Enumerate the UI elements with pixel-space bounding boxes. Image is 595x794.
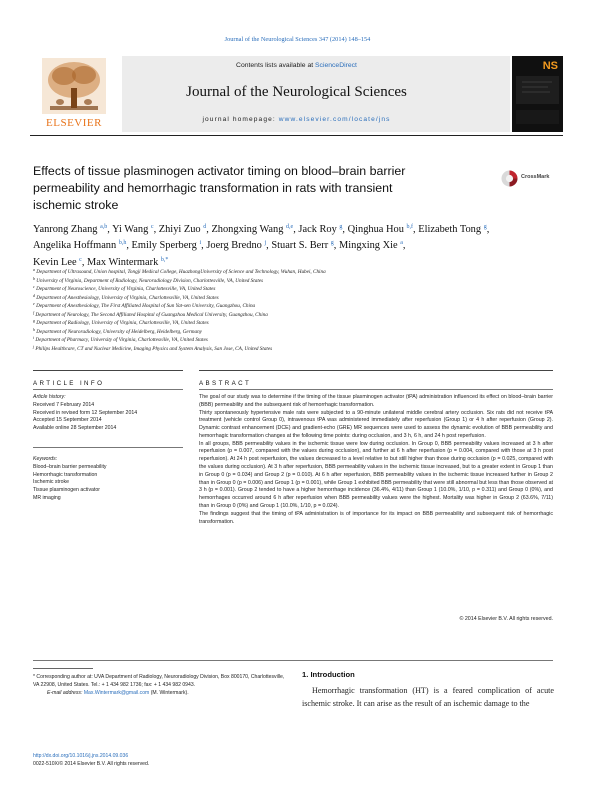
author-name[interactable]: Kevin Lee bbox=[33, 256, 77, 268]
author bbox=[418, 224, 489, 235]
copyright-notice: © 2014 Elsevier B.V. All rights reserved. bbox=[459, 616, 553, 622]
affiliation-item bbox=[33, 268, 558, 277]
elsevier-wordmark: ELSEVIER bbox=[46, 117, 102, 129]
author bbox=[271, 240, 339, 251]
author-affiliation-marker[interactable]: j bbox=[264, 240, 267, 247]
author-name[interactable]: Yanrong Zhang bbox=[33, 224, 98, 235]
introduction-heading: 1. Introduction bbox=[302, 670, 355, 679]
homepage-prefix: journal homepage: bbox=[202, 116, 279, 123]
abstract-paragraph: The goal of our study was to determine if the timing of the tissue plasminogen activator (tPA) administration influenced its effect on blood–brain barrier (BBB) permeability and the subsequent risk of hemorrhagic transformation. bbox=[199, 394, 553, 408]
affiliation-text: Department of Anesthesiology, The First Affiliated Hospital of Sun Yat-sen University, Guangzhou, China bbox=[36, 303, 256, 310]
author-affiliation-marker[interactable]: b,h bbox=[118, 240, 127, 247]
keyword-item: Hemorrhagic transformation bbox=[33, 471, 98, 478]
author-affiliation-marker[interactable]: c bbox=[79, 256, 82, 263]
author-name[interactable]: Angelika Hoffmann bbox=[33, 240, 117, 252]
crossmark-button[interactable] bbox=[501, 170, 559, 188]
author-name[interactable]: Stuart S. Berr bbox=[271, 240, 329, 252]
keywords-heading: Keywords: bbox=[33, 456, 58, 462]
affiliation-text: University of Virginia, Department of Radiology, Neuroradiology Division, Charlottesville, VA, United States bbox=[36, 277, 264, 284]
affiliation-item bbox=[33, 336, 558, 345]
journal-cover-thumbnail bbox=[512, 56, 563, 132]
affiliation-marker: c bbox=[33, 284, 35, 290]
doi-block bbox=[33, 752, 288, 768]
author-separator: , bbox=[293, 224, 299, 235]
affiliation-marker: h bbox=[33, 326, 35, 332]
author bbox=[211, 224, 298, 235]
affiliation-marker: d bbox=[33, 292, 35, 298]
affiliation-marker: j bbox=[33, 343, 35, 349]
email-suffix: (M. Wintermark). bbox=[149, 690, 189, 697]
author bbox=[159, 224, 212, 235]
author-affiliation-marker[interactable]: b,f bbox=[406, 224, 414, 230]
crossmark-label: CrossMark bbox=[521, 174, 550, 180]
homepage-link[interactable]: www.elsevier.com/locate/jns bbox=[278, 116, 391, 123]
history-divider bbox=[33, 447, 183, 448]
author-name[interactable]: Elizabeth Tong bbox=[418, 224, 482, 235]
affiliation-marker: g bbox=[33, 318, 35, 324]
author-affiliation-marker[interactable]: c bbox=[150, 224, 154, 230]
affiliation-marker: b bbox=[33, 275, 35, 281]
author-separator: , bbox=[201, 240, 207, 252]
cover-monogram: NS bbox=[542, 60, 558, 72]
title-line: ischemic stroke bbox=[33, 198, 119, 212]
author-separator: , bbox=[413, 224, 419, 235]
author-name[interactable]: Joerg Bredno bbox=[206, 240, 262, 252]
author-affiliation-marker[interactable]: g bbox=[339, 224, 343, 230]
author bbox=[33, 240, 132, 251]
affiliation-text: Department of Ultrasound, Union hospital, Tongji Medical College, HuazhongUniversity of Science and Technology, Wuhan, Hubei, China bbox=[36, 269, 326, 275]
affiliation-item bbox=[33, 285, 558, 294]
keyword-item: Blood–brain barrier permeability bbox=[33, 463, 107, 470]
affiliation-item bbox=[33, 328, 558, 337]
title-line: Effects of tissue plasminogen activator timing on blood–brain barrier bbox=[33, 164, 406, 178]
affiliation-marker: e bbox=[33, 301, 35, 307]
abstract-body bbox=[199, 394, 553, 526]
abstract-paragraph: Thirty spontaneously hypertensive male rats were subjected to a 90-minute unilateral middle cerebral artery occlusion. Six rats did not receive tPA treatment (vehicle control Group 0), intravenous tPA was administered immediately after reperfusion (Group 1) or 4 h after reperfusion (Group 2). Dynamic contrast enhancement (DCE) and gradient-echo (GRE) MR sequences were used to assess the dynamic evolution of BBB permeability and hemorrhagic transformation changes at the following time points: during occlusion, and 3 h, 6 h, and 24 h post reperfusion. bbox=[199, 409, 553, 439]
author-name[interactable]: Zhiyi Zuo bbox=[158, 224, 201, 235]
author-name[interactable]: Qinghua Hou bbox=[347, 224, 404, 235]
homepage-line bbox=[30, 116, 563, 123]
author-separator: , bbox=[126, 240, 132, 252]
author-affiliation-marker[interactable]: i bbox=[199, 240, 202, 247]
abstract-rule bbox=[199, 370, 553, 371]
footnote-rule bbox=[33, 668, 93, 669]
corresponding-author-text: * Corresponding author at: UVA Department of Radiology, Neuroradiology Division, Box 800170, Charlottesville, VA 22908, United States. Tel.: + 1 434 982 1736; fax: + 1 434 982 0943. bbox=[33, 674, 285, 689]
abstract-heading: ABSTRACT bbox=[199, 380, 252, 387]
author bbox=[33, 257, 87, 268]
affiliation-text: Philips Healthcare, CT and Nuclear Medicine, Imaging Physics and System Analysis, San Jose, CA, United States bbox=[35, 345, 273, 352]
contents-prefix: Contents lists available at bbox=[236, 62, 316, 69]
author-separator: , bbox=[107, 224, 113, 235]
introduction-paragraph: Hemorrhagic transformation (HT) is a feared complication of acute ischemic stroke. It can arise as the result of an ischemic damage to the bbox=[302, 686, 554, 708]
crossmark-icon bbox=[501, 170, 518, 187]
author-separator: , bbox=[402, 240, 406, 252]
author-separator: , bbox=[342, 224, 348, 235]
affiliation-marker: a bbox=[33, 267, 35, 272]
history-item: Available online 28 September 2014 bbox=[33, 425, 117, 432]
email-link[interactable]: Max.Wintermark@gmail.com bbox=[83, 690, 150, 697]
author-affiliation-marker[interactable]: d,e bbox=[286, 224, 294, 230]
author-separator: , bbox=[333, 240, 339, 252]
abstract-paragraph: In all groups, BBB permeability values in the ischemic tissue were low during occlusion. In Group 0, BBB permeability values increased at 3 h after reperfusion (p = 0.007, compared with the values during occlusion), and further at 6 h after reperfusion (p = 0.004, compared with those at 3 h post reperfusion). At 24 h post reperfusion, the values decreased to a level relative to but still higher than those during occlusion (p = 0.025, compared with the values during occlusion). At 3 h after reperfusion, BBB permeability values in the ischemic tissue increased, but to a greater extent in Group 1 than in Group 0 (p = 0.034) and Group 2 (p = 0.010). At 6 h after reperfusion, BBB permeability values in the ischemic tissue increased further in Group 2 than in Group 0 (p = 0.006) and Group 1 (p = 0.001), while Group 1 exhibited BBB permeability that were still abnormal but less than those observed at 3 h (p = 0.001). Group 2 tended to have a higher hemorrhage incidence (36.4%, 4/11) than Group 1 (10.0%, 1/10, p = 0.311) and Group 0 (0%), and hemorrhages occurred around 6 h after reperfusion when BBB permeability values were the highest. Mortality was higher in Group 2 (63.6%, 7/11) than in Group 0 (0%) and Group 1 (10.0%, 1/10, p = 0.024). bbox=[199, 440, 553, 509]
keyword-item: Tissue plasminogen activator bbox=[33, 487, 100, 494]
issn-line: 0022-510X/© 2014 Elsevier B.V. All rights reserved. bbox=[33, 761, 150, 768]
author-affiliation-marker[interactable]: g bbox=[483, 224, 487, 230]
affiliation-text: Department of Radiology, University of Virginia, Charlottesville, VA, United States bbox=[36, 320, 209, 327]
author-name[interactable]: Max Wintermark bbox=[87, 256, 159, 268]
journal-masthead bbox=[30, 56, 563, 136]
author-name[interactable]: Zhongxing Wang bbox=[211, 224, 284, 235]
author-separator: , bbox=[206, 224, 212, 235]
masthead-rule bbox=[30, 135, 563, 136]
affiliation-item bbox=[33, 294, 558, 303]
history-heading: Article history: bbox=[33, 394, 66, 400]
affiliation-text: Department of Neuroscience, University of Virginia, Charlottesville, VA, United States bbox=[36, 286, 216, 293]
contents-line bbox=[30, 62, 563, 69]
author-separator: , bbox=[81, 256, 88, 268]
history-item: Received 7 February 2014 bbox=[33, 401, 95, 408]
author bbox=[348, 224, 419, 235]
affiliation-item bbox=[33, 311, 558, 320]
affiliation-text: Department of Neuroradiology, University of Heidelberg, Heidelberg, Germany bbox=[36, 328, 202, 335]
history-item: Received in revised form 12 September 2014 bbox=[33, 409, 138, 416]
history-item: Accepted 15 September 2014 bbox=[33, 417, 102, 424]
author bbox=[298, 224, 347, 235]
title-line: permeability and hemorrhagic transformation in rats with transient bbox=[33, 181, 393, 195]
affiliation-item bbox=[33, 319, 558, 328]
keyword-item: Ischemic stroke bbox=[33, 479, 70, 486]
doi-link[interactable]: http://dx.doi.org/10.1016/j.jns.2014.09.036 bbox=[33, 753, 129, 759]
affiliation-marker: f bbox=[33, 309, 35, 315]
author bbox=[339, 240, 405, 251]
article-info-subrule bbox=[33, 389, 183, 390]
abstract-paragraph: The findings suggest that the timing of tPA administration is of importance for its impact on BBB permeability and subsequent risk of hemorrhagic transformation. bbox=[199, 510, 553, 525]
author bbox=[206, 240, 271, 251]
author bbox=[33, 224, 112, 235]
affiliation-item bbox=[33, 302, 558, 311]
author-affiliation-marker[interactable]: g bbox=[330, 240, 334, 247]
corresponding-author-footnote bbox=[33, 673, 288, 698]
author bbox=[87, 257, 168, 268]
keywords-block bbox=[33, 456, 173, 503]
affiliation-list bbox=[33, 268, 558, 353]
affiliation-text: Department of Neurology, The Second Affiliated Hospital of Guangzhou Medical University, Guangzhou, China bbox=[35, 311, 268, 318]
author-affiliation-marker[interactable]: b,* bbox=[160, 256, 169, 263]
journal-title: Journal of the Neurological Sciences bbox=[186, 84, 407, 100]
article-info-rule bbox=[33, 370, 183, 371]
author-name[interactable]: Yi Wang bbox=[112, 224, 149, 235]
author-separator: , bbox=[486, 224, 490, 235]
affiliation-item bbox=[33, 345, 558, 354]
author-list bbox=[33, 222, 558, 271]
front-matter-end-rule bbox=[33, 660, 553, 661]
affiliation-text: Department of Pharmacy, University of Virginia, Charlottesville, VA, United States bbox=[35, 337, 208, 344]
author-separator: , bbox=[266, 240, 272, 252]
article-title bbox=[33, 163, 478, 214]
author-name[interactable]: Jack Roy bbox=[298, 224, 337, 235]
author-separator: , bbox=[153, 224, 159, 235]
affiliation-text: Department of Anesthesiology, University of Virginia, Charlottesville, VA, United States bbox=[36, 294, 219, 301]
email-label: E-mail address: bbox=[47, 690, 84, 697]
affiliation-item bbox=[33, 277, 558, 286]
sciencedirect-link[interactable]: ScienceDirect bbox=[315, 62, 357, 69]
running-head[interactable]: Journal of the Neurological Sciences 347 (2014) 148–154 bbox=[224, 36, 371, 43]
author-affiliation-marker[interactable]: a,b bbox=[100, 224, 108, 230]
author-affiliation-marker[interactable]: a bbox=[400, 240, 403, 247]
email-line bbox=[33, 689, 288, 697]
author bbox=[112, 224, 159, 235]
keyword-item: MR imaging bbox=[33, 494, 61, 501]
abstract-subrule bbox=[199, 389, 553, 390]
author bbox=[132, 240, 207, 251]
article-info-heading: ARTICLE INFO bbox=[33, 380, 105, 387]
affiliation-marker: i bbox=[33, 335, 35, 341]
article-history bbox=[33, 394, 173, 433]
author-affiliation-marker[interactable]: d bbox=[203, 224, 207, 230]
author-name[interactable]: Mingxing Xie bbox=[339, 240, 398, 252]
author-name[interactable]: Emily Sperberg bbox=[131, 240, 197, 252]
